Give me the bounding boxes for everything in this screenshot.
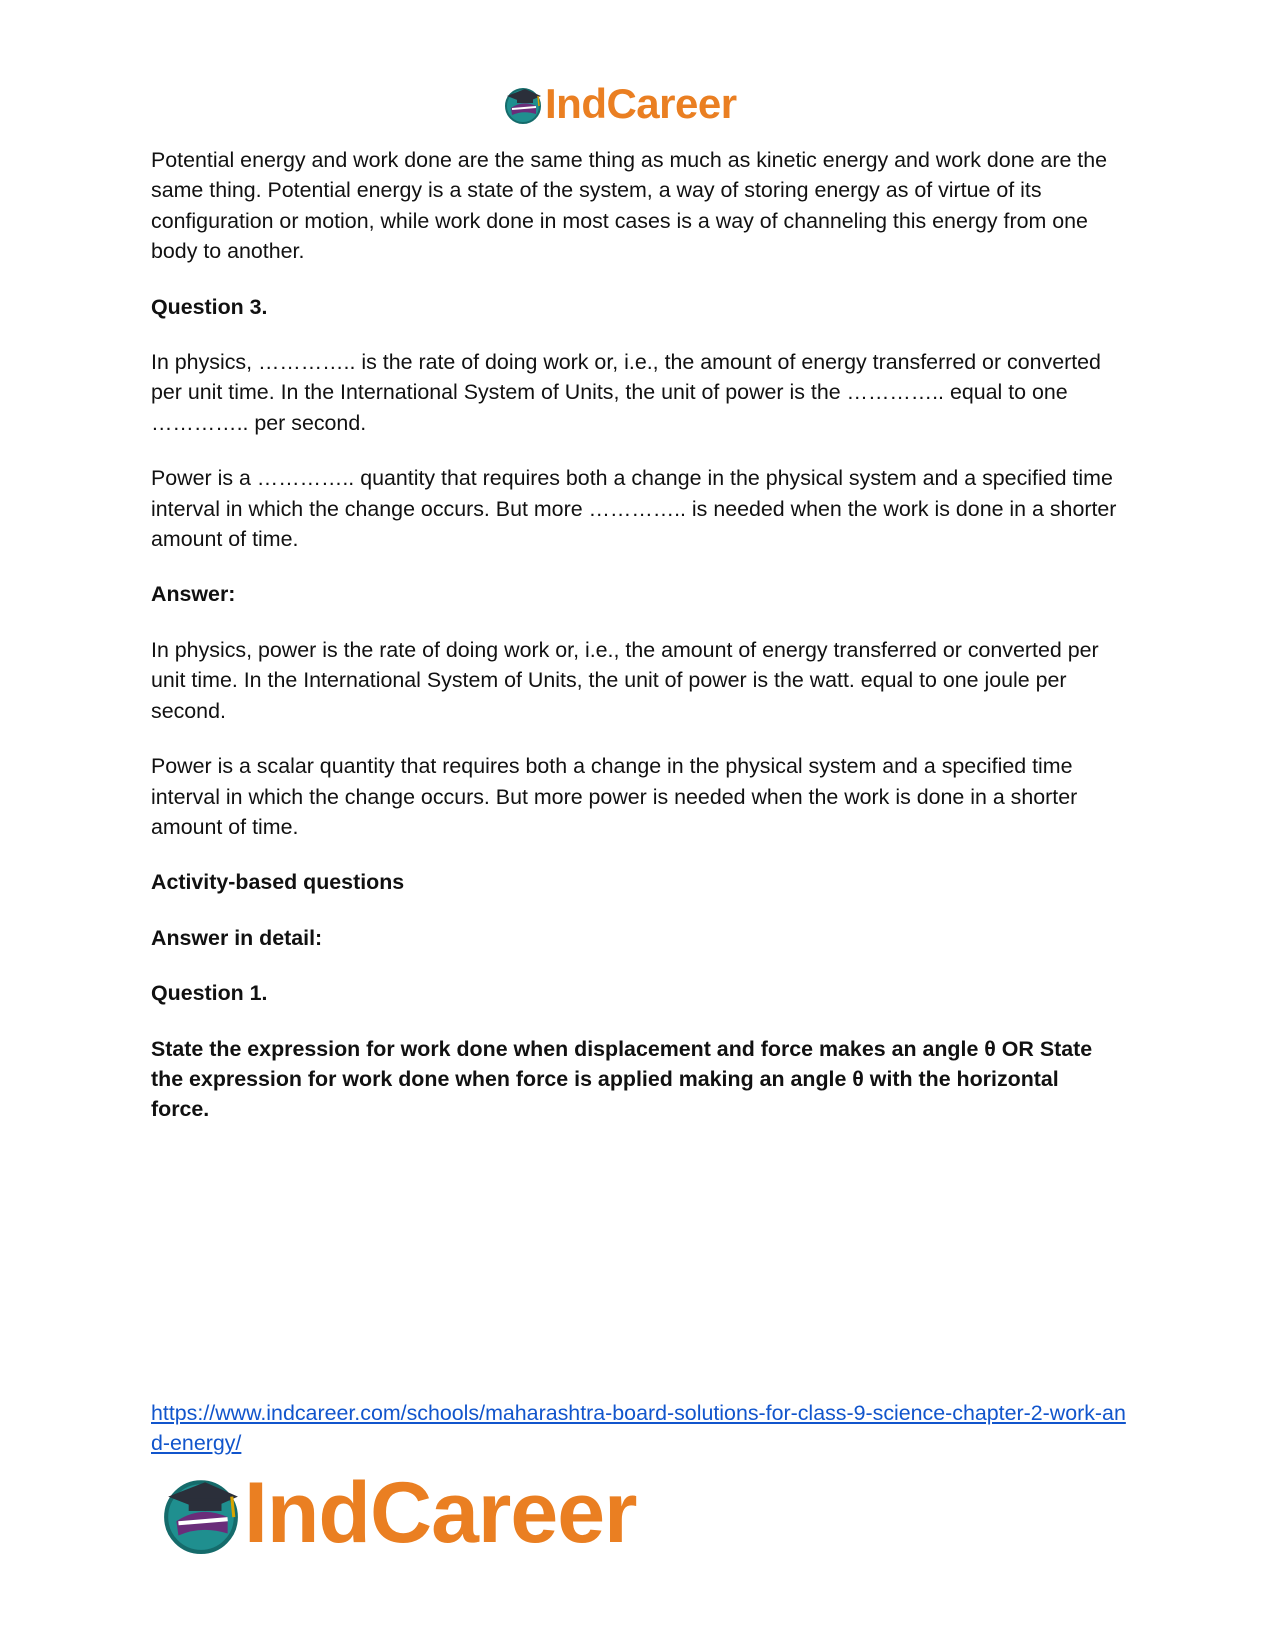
paragraph: Power is a ………….. quantity that requires both a change in the physical system and a specified time interval in which the change occurs. But more ………….. is needed when the work is done in a shorter amount of time. <box>151 466 1117 552</box>
question-heading: Question 3. <box>151 294 268 319</box>
document-body <box>151 145 1121 1150</box>
graduation-cap-globe-icon <box>160 1472 242 1554</box>
paragraph: In physics, ………….. is the rate of doing work or, i.e., the amount of energy transferred or converted per unit time. In the International System of Units, the unit of power is the ………….. equal to one ………….. per second. <box>151 350 1101 435</box>
question-text: State the expression for work done when displacement and force makes an angle θ OR State the expression for work done when force is applied making an angle θ with the horizontal force. <box>151 1036 1093 1122</box>
paragraph: In physics, power is the rate of doing work or, i.e., the amount of energy transferred or converted per unit time. In the International System of Units, the unit of power is the watt. equal to one joule per second. <box>151 637 1099 723</box>
brand-name: IndCareer <box>244 1465 637 1561</box>
question-heading: Question 1. <box>151 981 268 1006</box>
paragraph: Potential energy and work done are the same thing as much as kinetic energy and work done are the same thing. Potential energy is a state of the system, a way of storing energy as of virtue of its configuration or motion, while work done in most cases is a way of channeling this energy from one body to another. <box>151 148 1108 264</box>
footer-logo <box>160 1465 637 1561</box>
brand-name: IndCareer <box>545 80 737 127</box>
header-logo <box>503 82 737 126</box>
paragraph: Power is a scalar quantity that requires both a change in the physical system and a specified time interval in which the change occurs. But more power is needed when the work is done in a shorter amount of time. <box>151 754 1078 839</box>
section-heading: Activity-based questions <box>151 870 405 895</box>
section-heading: Answer in detail: <box>151 925 323 950</box>
answer-heading: Answer: <box>151 582 236 607</box>
graduation-cap-globe-icon <box>503 84 543 124</box>
source-link[interactable]: https://www.indcareer.com/schools/maharashtra-board-solutions-for-class-9-science-chapter-2-work-and-energy/ <box>151 1401 1126 1456</box>
